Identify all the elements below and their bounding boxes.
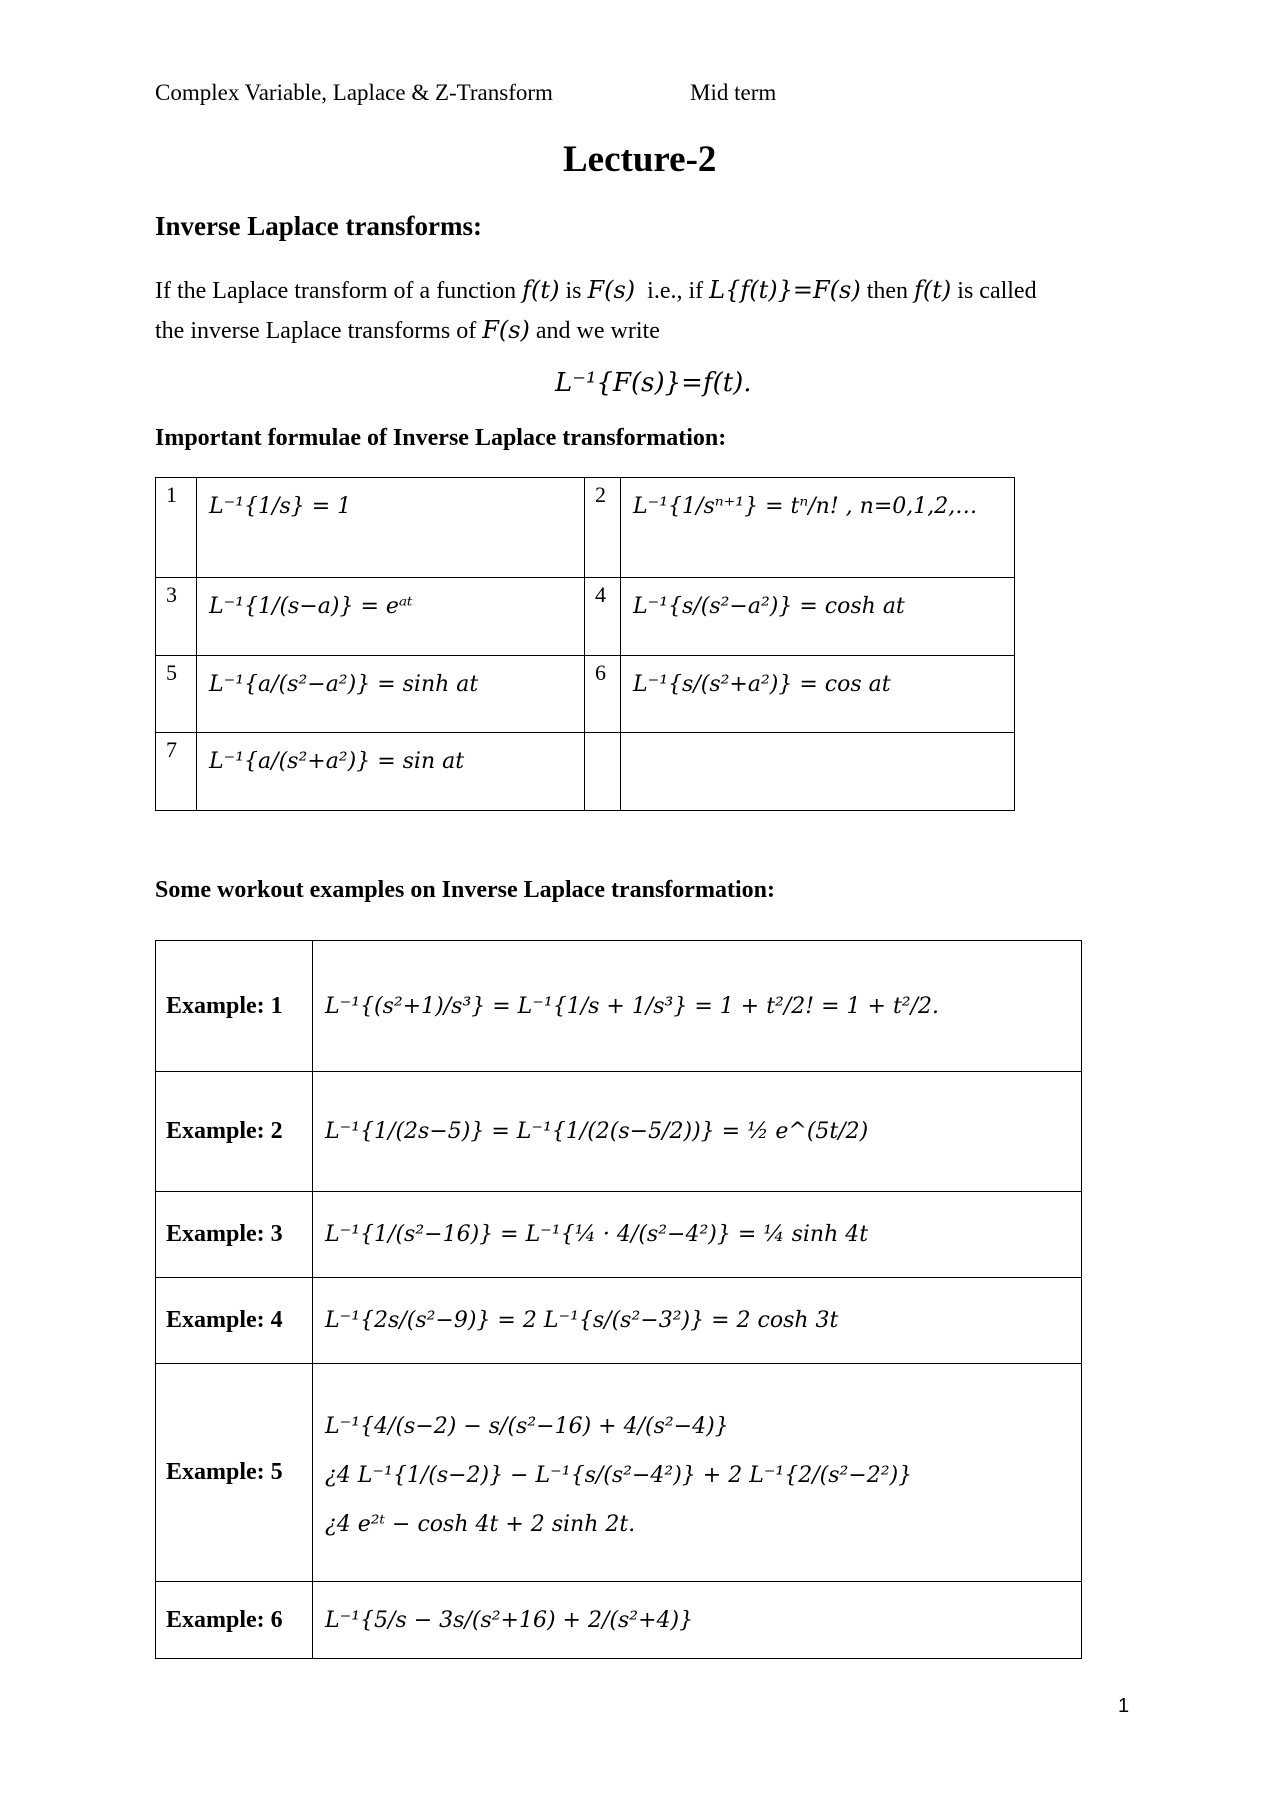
intro-line2-start: the inverse Laplace transforms of [155, 318, 477, 344]
header-course: Complex Variable, Laplace & Z-Transform [155, 80, 553, 105]
example-label: Example: 2 [156, 1072, 313, 1192]
intro-is-called: is called [957, 278, 1037, 304]
formula-expression: L⁻¹{1/(s−a)} = eᵃᵗ [197, 578, 585, 656]
formula-expression: L⁻¹{s/(s²+a²)} = cos at [621, 656, 1015, 733]
example-row [156, 1582, 1082, 1659]
lecture-title: Lecture-2 [563, 139, 717, 180]
formula-row [156, 733, 1015, 811]
example-content [313, 1364, 1082, 1582]
formulae-table [155, 477, 1015, 811]
laplace-condition: L{f(t)}=F(s) [709, 276, 861, 304]
example-line: L⁻¹{(s²+1)/s³} = L⁻¹{1/s + 1/s³} = 1 + t²/2! = 1 + t²/2. [325, 993, 940, 1019]
example-label: Example: 3 [156, 1192, 313, 1278]
formula-expression: L⁻¹{1/sⁿ⁺¹} = tⁿ/n! , n=0,1,2,… [621, 478, 1015, 578]
formula-row [156, 578, 1015, 656]
example-row [156, 1278, 1082, 1364]
formula-expression: L⁻¹{1/s} = 1 [197, 478, 585, 578]
intro-line-1 [155, 270, 1135, 311]
formula-number: 2 [585, 478, 621, 578]
example-line: L⁻¹{1/(s²−16)} = L⁻¹{¼ · 4/(s²−4²)} = ¼ sinh 4t [325, 1222, 869, 1247]
formula-expression: L⁻¹{a/(s²−a²)} = sinh at [197, 656, 585, 733]
intro-is: is [565, 278, 582, 304]
formula-number: 3 [156, 578, 197, 656]
formula-number-empty [585, 733, 621, 811]
example-label: Example: 1 [156, 941, 313, 1072]
example-row [156, 941, 1082, 1072]
F-of-s-2: F(s) [482, 316, 530, 344]
formulae-heading: Important formulae of Inverse Laplace transformation: [155, 425, 727, 451]
example-content [313, 1278, 1082, 1364]
formula-number: 4 [585, 578, 621, 656]
formula-expression: L⁻¹{a/(s²+a²)} = sin at [197, 733, 585, 811]
example-label: Example: 4 [156, 1278, 313, 1364]
f-of-t: f(t) [522, 276, 560, 304]
example-row [156, 1192, 1082, 1278]
formula-number: 5 [156, 656, 197, 733]
definition-formula: L⁻¹{F(s)}=f(t). [555, 368, 752, 398]
formula-expression-empty [621, 733, 1015, 811]
example-line: ¿4 L⁻¹{1/(s−2)} − L⁻¹{s/(s²−4²)} + 2 L⁻¹{2/(s²−2²)} [325, 1463, 913, 1488]
formula-row [156, 478, 1015, 578]
formula-number: 6 [585, 656, 621, 733]
example-label: Example: 6 [156, 1582, 313, 1659]
example-row [156, 1072, 1082, 1192]
formula-expression: L⁻¹{s/(s²−a²)} = cosh at [621, 578, 1015, 656]
section-title: Inverse Laplace transforms: [155, 211, 482, 241]
intro-ie-if: i.e., if [647, 278, 704, 304]
formula-row [156, 656, 1015, 733]
f-of-t-2: f(t) [914, 276, 952, 304]
intro-line2-end: and we write [535, 318, 660, 344]
example-row [156, 1364, 1082, 1582]
formula-number: 1 [156, 478, 197, 578]
formula-number: 7 [156, 733, 197, 811]
example-line: L⁻¹{4/(s−2) − s/(s²−16) + 4/(s²−4)} [325, 1414, 729, 1439]
intro-text-1: If the Laplace transform of a function [155, 278, 517, 304]
example-label: Example: 5 [156, 1364, 313, 1582]
example-content [313, 1582, 1082, 1659]
example-content [313, 941, 1082, 1072]
example-content [313, 1192, 1082, 1278]
example-line: L⁻¹{5/s − 3s/(s²+16) + 2/(s²+4)} [325, 1607, 694, 1633]
F-of-s: F(s) [587, 276, 636, 304]
example-content [313, 1072, 1082, 1192]
example-line: ¿4 e²ᵗ − cosh 4t + 2 sinh 2t. [325, 1512, 636, 1537]
intro-then: then [866, 278, 909, 304]
examples-table [155, 940, 1082, 1659]
example-line: L⁻¹{1/(2s−5)} = L⁻¹{1/(2(s−5/2))} = ½ e^(5t/2) [325, 1119, 869, 1144]
header-term: Mid term [690, 80, 777, 105]
examples-heading: Some workout examples on Inverse Laplace transformation: [155, 877, 775, 903]
page-number: 1 [1118, 1695, 1130, 1717]
intro-line-2 [155, 310, 660, 351]
example-line: L⁻¹{2s/(s²−9)} = 2 L⁻¹{s/(s²−3²)} = 2 cosh 3t [325, 1308, 839, 1333]
